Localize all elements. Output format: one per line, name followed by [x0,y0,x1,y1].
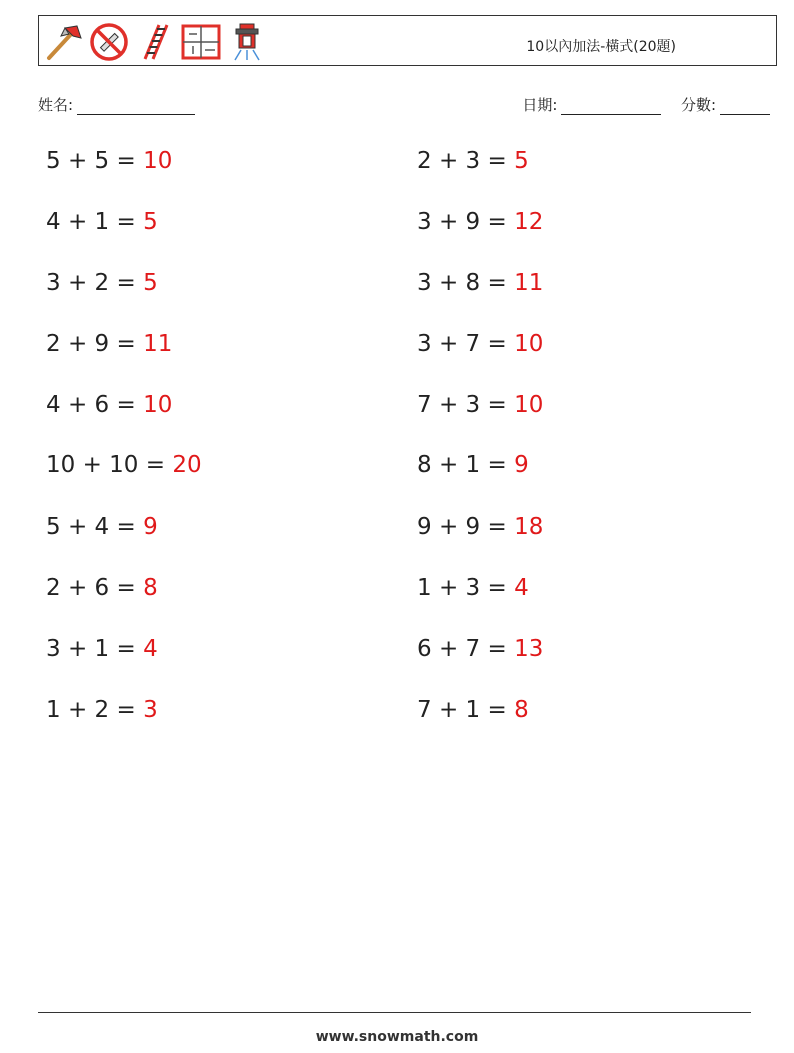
problem-question: 5 + 4 = [46,514,144,540]
problem-question: 10 + 10 = [46,452,173,478]
problem-item [417,148,529,174]
problem-item [417,331,543,357]
problem-item [417,697,529,723]
date-score-fields [522,94,770,115]
score-blank[interactable] [720,100,770,115]
problem-question: 3 + 1 = [46,636,144,662]
problem-question: 4 + 1 = [46,209,144,235]
problem-answer: 18 [514,514,544,540]
problem-item [417,452,529,478]
problem-question: 5 + 5 = [46,148,144,174]
problem-item [46,575,158,601]
problem-question: 3 + 8 = [417,270,515,296]
problem-question: 7 + 3 = [417,392,515,418]
problem-answer: 11 [143,331,173,357]
header-icons [43,22,267,62]
problem-answer: 4 [514,575,529,601]
problem-question: 3 + 7 = [417,331,515,357]
ladder-icon [135,22,175,62]
problem-item [46,148,172,174]
problem-answer: 10 [143,392,173,418]
date-blank[interactable] [561,100,661,115]
problem-item [46,270,158,296]
footer-url: www.snowmath.com [315,1029,479,1045]
problem-question: 7 + 1 = [417,697,515,723]
problem-answer: 9 [143,514,158,540]
problem-answer: 4 [143,636,158,662]
date-label: 日期: [522,96,558,114]
problem-item [417,636,543,662]
problem-answer: 5 [514,148,529,174]
problem-answer: 5 [143,270,158,296]
fire-alarm-panel-icon [181,22,221,62]
problem-answer: 12 [514,209,544,235]
problem-item [417,514,543,540]
worksheet-title: 10以內加法-橫式(20題) [526,39,676,55]
problem-question: 2 + 3 = [417,148,515,174]
problem-item [46,209,158,235]
fire-axe-icon [43,22,83,62]
problem-question: 3 + 9 = [417,209,515,235]
problem-item [417,575,529,601]
footer-divider [38,1012,751,1013]
problem-item [46,697,158,723]
problem-answer: 13 [514,636,544,662]
name-blank[interactable] [77,100,195,115]
problem-answer: 10 [514,331,544,357]
problem-answer: 3 [143,697,158,723]
problem-item [46,452,202,478]
problem-question: 2 + 9 = [46,331,144,357]
header-box [38,15,777,66]
name-label: 姓名: [38,96,74,114]
problem-question: 2 + 6 = [46,575,144,601]
problem-question: 6 + 7 = [417,636,515,662]
problem-question: 3 + 2 = [46,270,144,296]
problem-item [417,392,543,418]
problem-question: 4 + 6 = [46,392,144,418]
problem-item [46,331,172,357]
name-field [38,94,195,115]
problem-answer: 20 [172,452,202,478]
problem-question: 1 + 2 = [46,697,144,723]
problem-item [46,392,172,418]
problem-answer: 5 [143,209,158,235]
problem-answer: 9 [514,452,529,478]
problem-item [417,209,543,235]
problem-question: 1 + 3 = [417,575,515,601]
problem-item [46,636,158,662]
fire-hydrant-icon [227,22,267,62]
problem-answer: 8 [143,575,158,601]
problem-answer: 11 [514,270,544,296]
score-label: 分數: [680,96,716,114]
problem-answer: 10 [143,148,173,174]
problem-answer: 10 [514,392,544,418]
problem-item [417,270,543,296]
problem-item [46,514,158,540]
no-smoking-icon [89,22,129,62]
problem-question: 8 + 1 = [417,452,515,478]
problem-question: 9 + 9 = [417,514,515,540]
problem-answer: 8 [514,697,529,723]
